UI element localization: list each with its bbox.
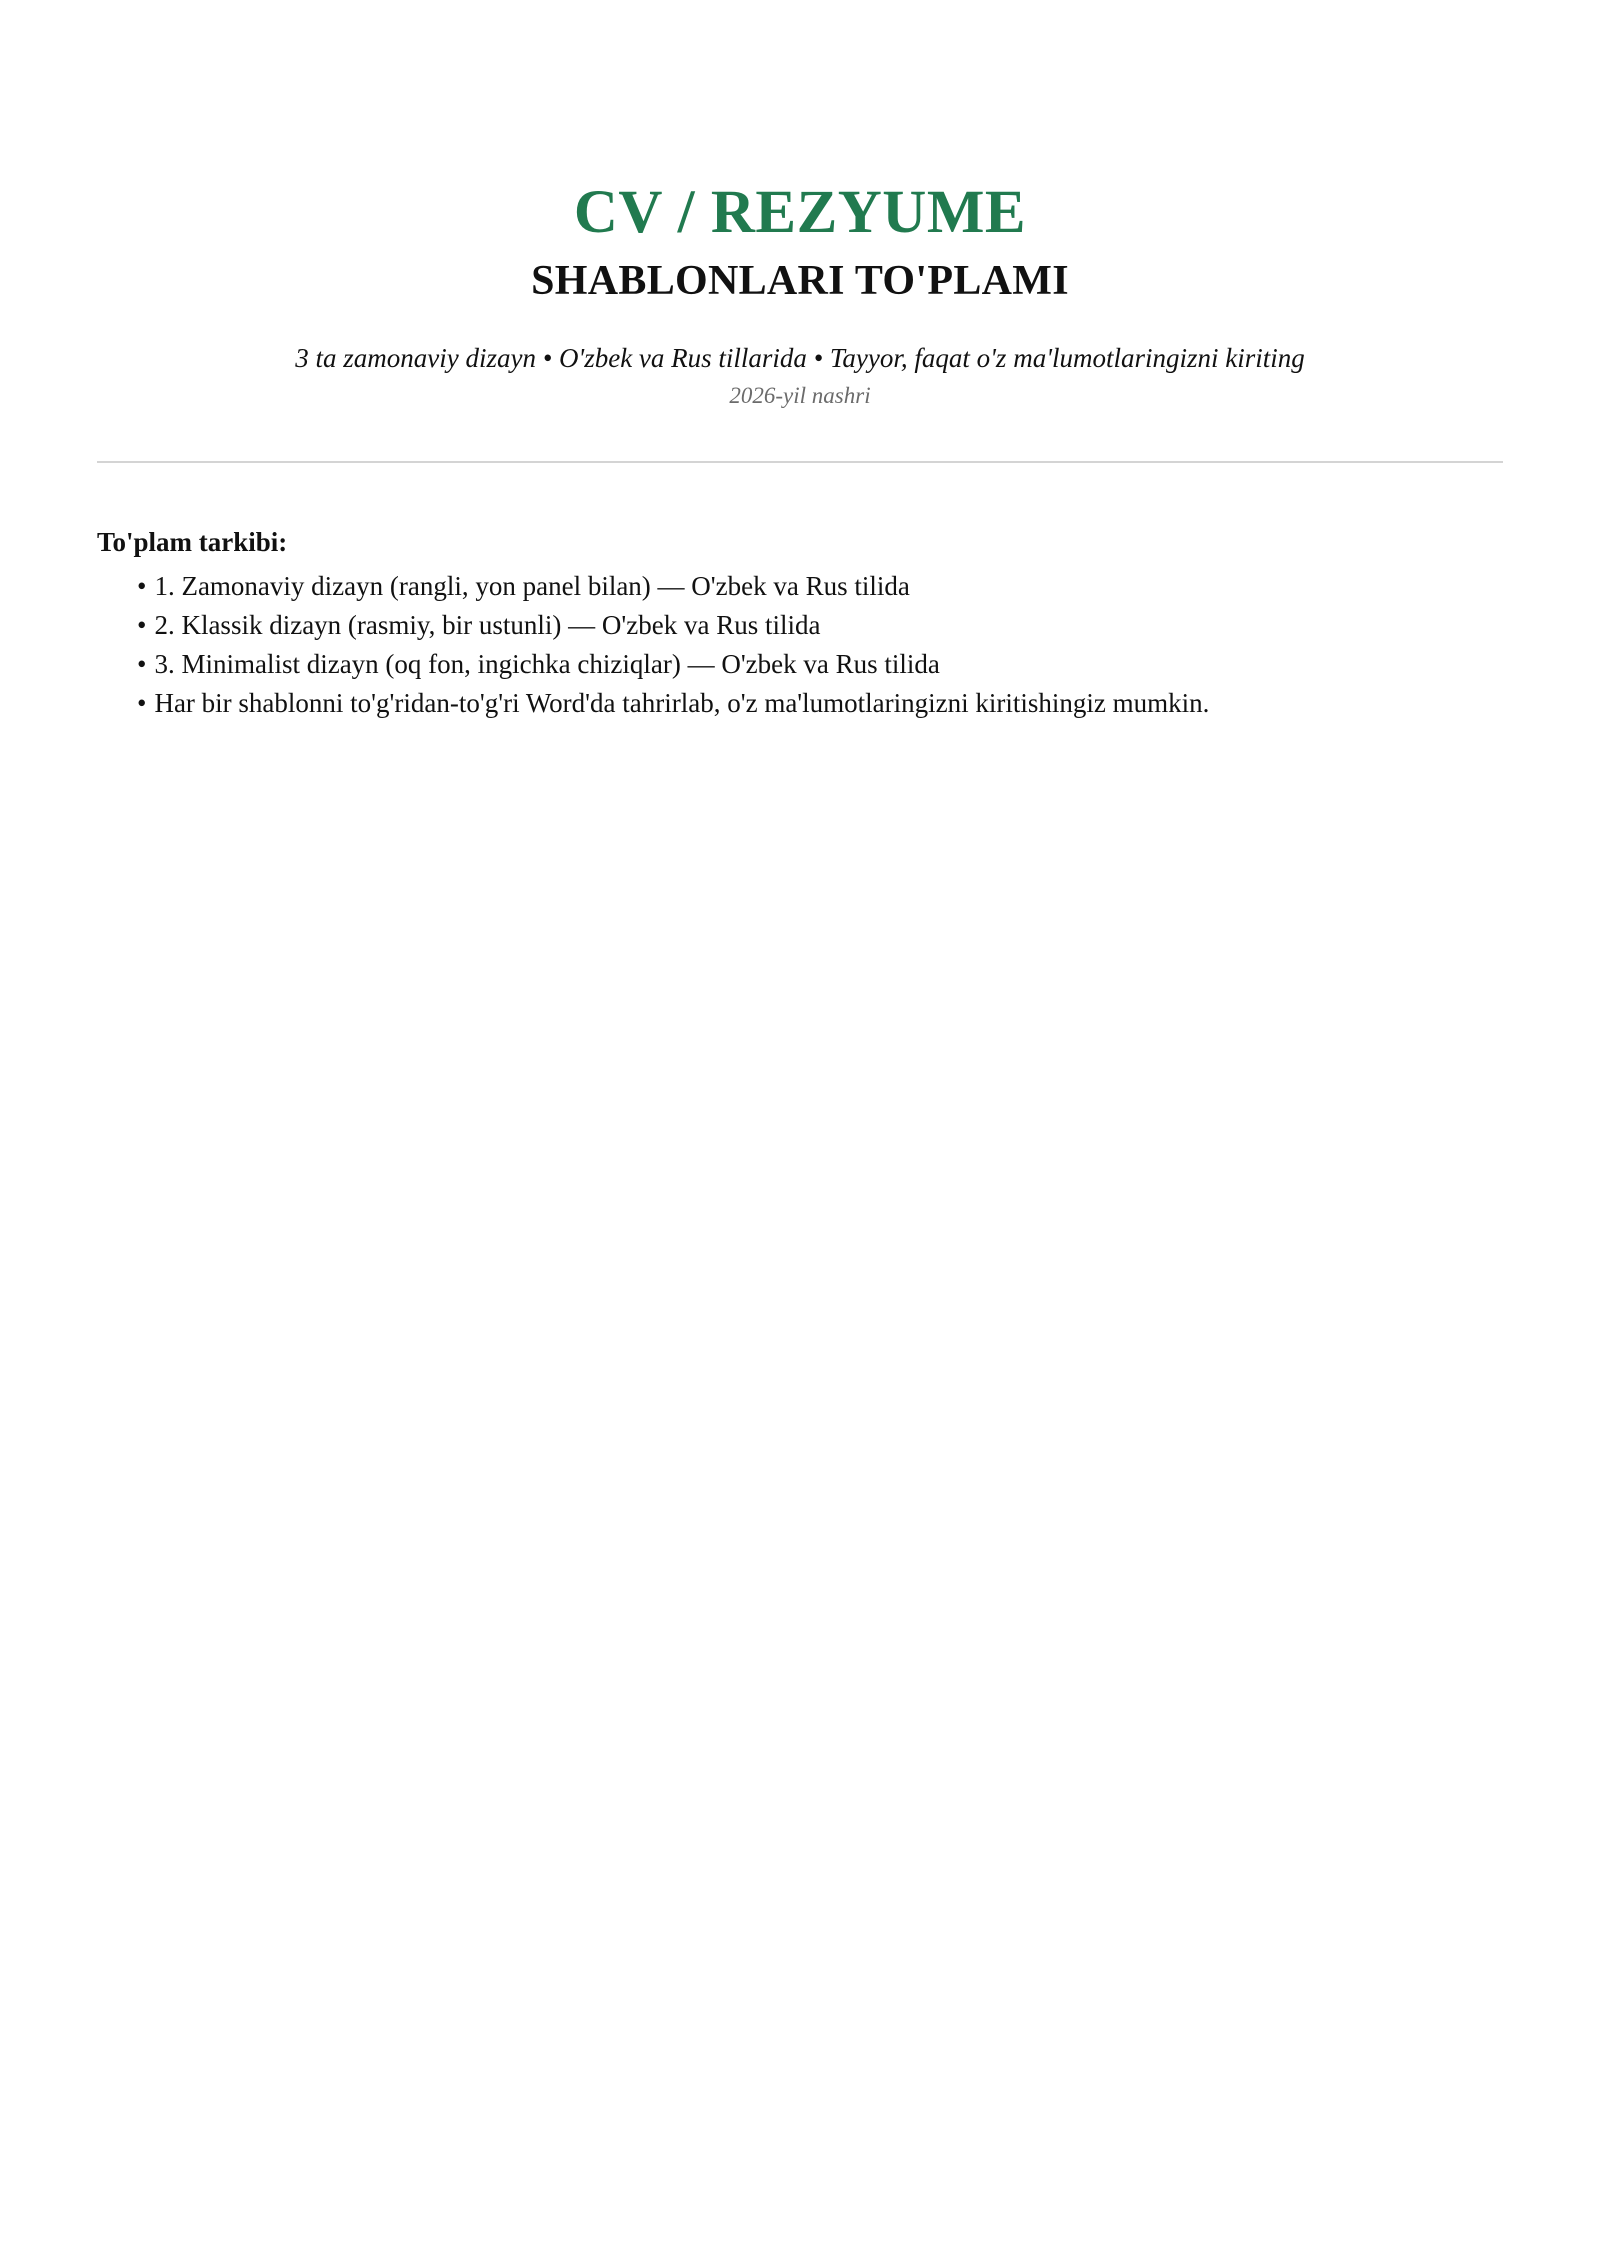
list-item <box>137 645 1503 684</box>
bullet-icon: • <box>137 610 147 640</box>
header-divider <box>97 461 1503 463</box>
contents-list <box>97 567 1503 723</box>
list-item <box>137 567 1503 606</box>
list-item-text: Har bir shablonni to'g'ridan-to'g'ri Word'da tahrirlab, o'z ma'lumotlaringizni kiritishingiz mumkin. <box>154 688 1210 718</box>
bullet-icon: • <box>137 649 147 679</box>
contents-heading: To'plam tarkibi: <box>97 527 288 557</box>
document-subtitle: SHABLONLARI TO'PLAMI <box>531 258 1069 304</box>
list-item-text: 1. Zamonaviy dizayn (rangli, yon panel bilan) — O'zbek va Rus tilida <box>154 571 910 601</box>
edition-label: 2026-yil nashri <box>729 383 871 408</box>
document-tagline: 3 ta zamonaviy dizayn • O'zbek va Rus tillarida • Tayyor, faqat o'z ma'lumotlaringizni kiriting <box>295 343 1305 373</box>
list-item-text: 3. Minimalist dizayn (oq fon, ingichka chiziqlar) — O'zbek va Rus tilida <box>154 649 940 679</box>
list-item-text: 2. Klassik dizayn (rasmiy, bir ustunli) — O'zbek va Rus tilida <box>154 610 821 640</box>
document-title: CV / REZYUME <box>573 179 1027 246</box>
contents-section <box>97 525 1503 723</box>
bullet-icon: • <box>137 688 147 718</box>
document-header <box>97 0 1503 411</box>
list-item <box>137 684 1503 723</box>
list-item <box>137 606 1503 645</box>
bullet-icon: • <box>137 571 147 601</box>
